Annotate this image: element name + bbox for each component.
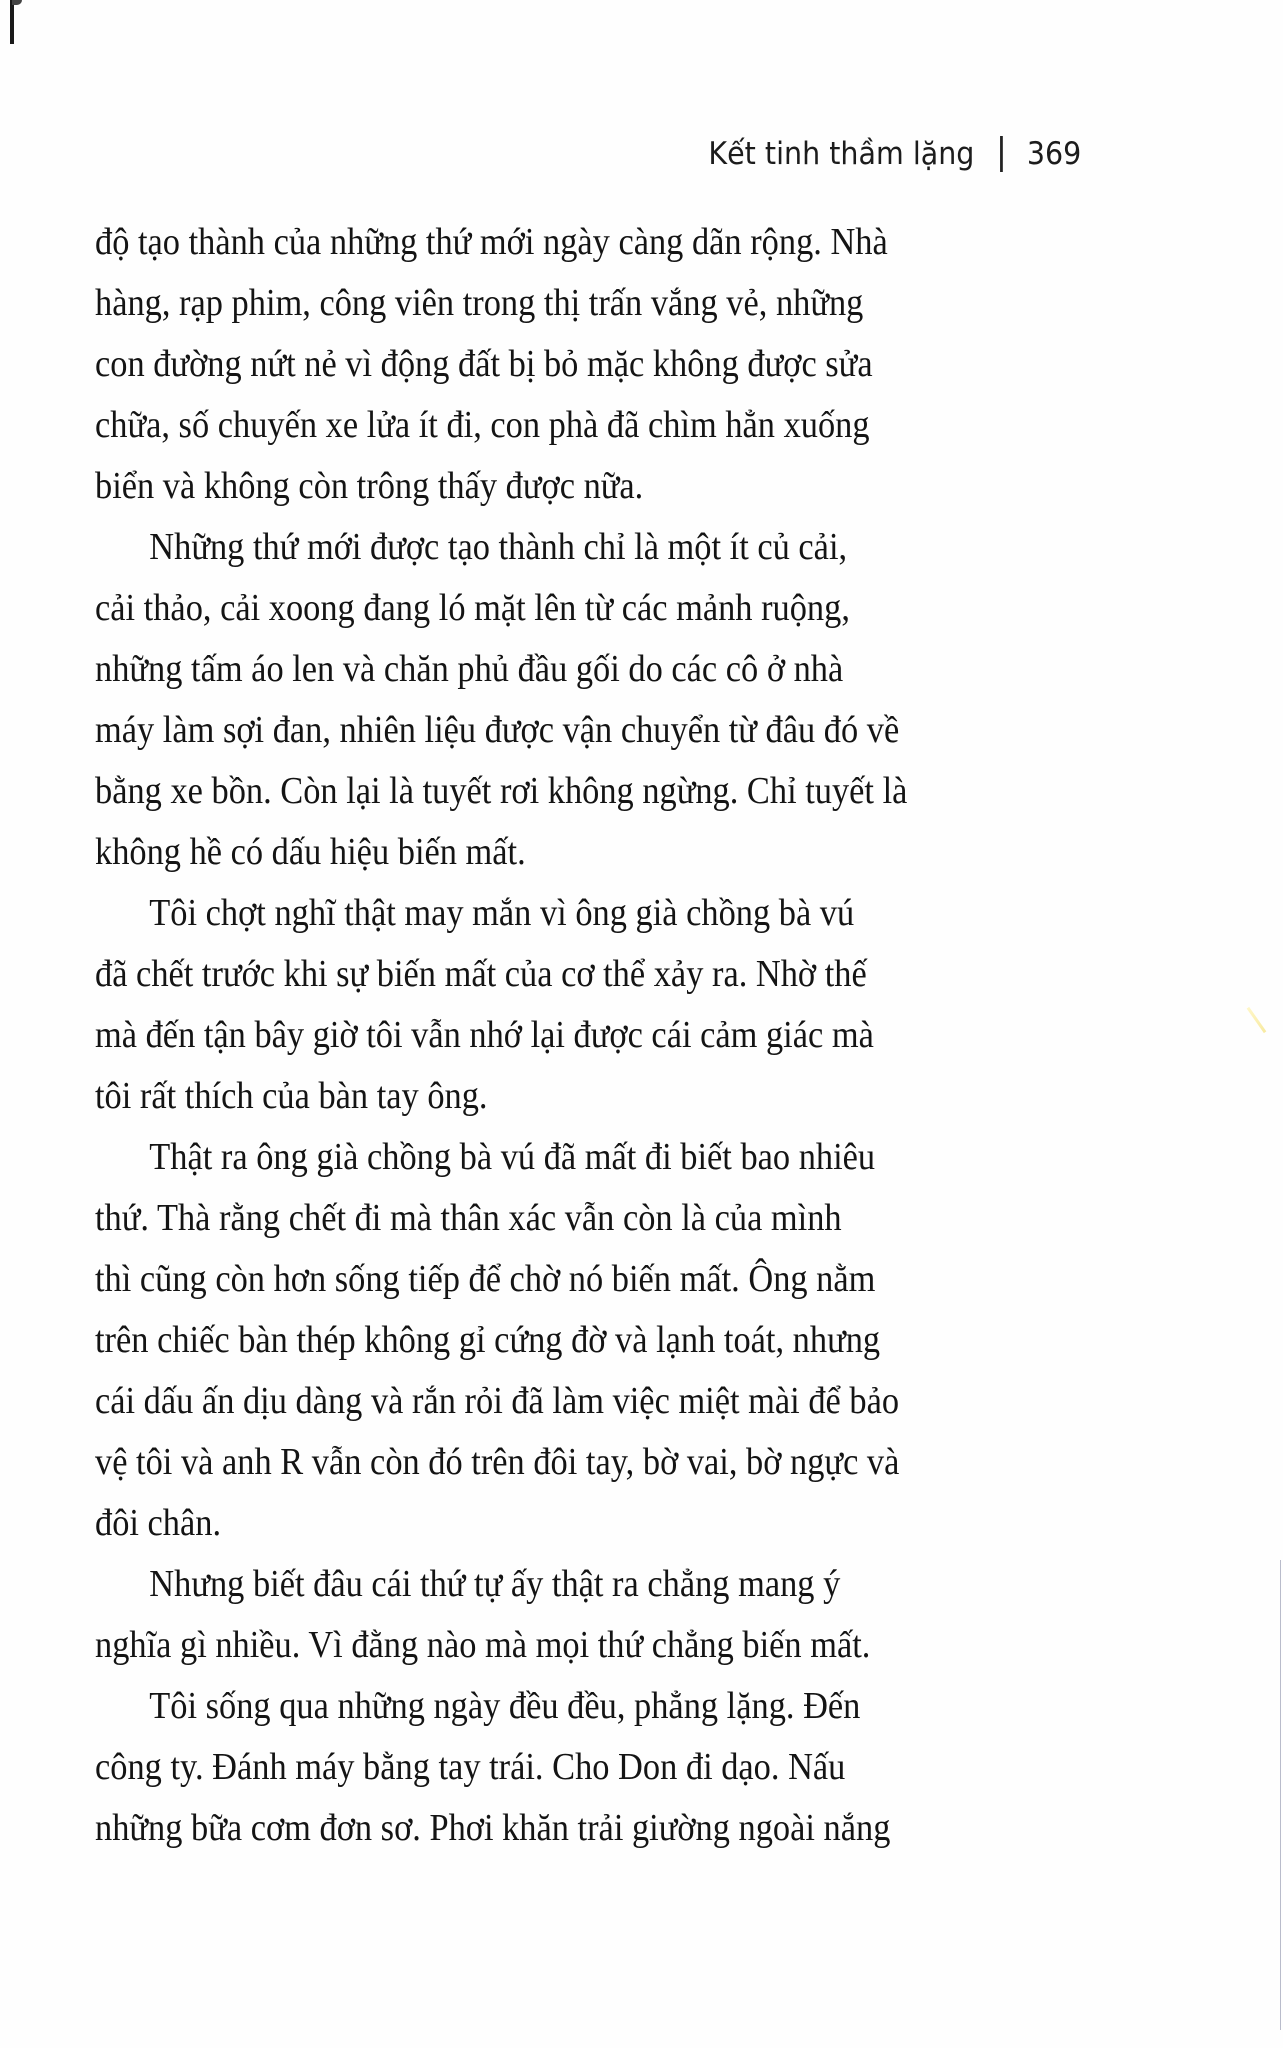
text-line: máy làm sợi đan, nhiên liệu được vận chuyển từ đâu đó về [95, 709, 900, 751]
text-line: những bữa cơm đơn sơ. Phơi khăn trải giường ngoài nắng [95, 1807, 891, 1849]
text-line: không hề có dấu hiệu biến mất. [95, 831, 526, 873]
text-line: Tôi chợt nghĩ thật may mắn vì ông già chồng bà vú [149, 892, 855, 934]
running-header [708, 136, 1081, 172]
text-line: nghĩa gì nhiều. Vì đằng nào mà mọi thứ chẳng biến mất. [95, 1624, 871, 1666]
page-edge-line [1280, 1560, 1281, 2030]
text-line: những tấm áo len và chăn phủ đầu gối do các cô ở nhà [95, 648, 844, 690]
text-line: cải thảo, cải xoong đang ló mặt lên từ các mảnh ruộng, [95, 587, 850, 629]
paper-stain [1247, 1007, 1267, 1033]
header-separator [1000, 136, 1003, 172]
text-line: mà đến tận bây giờ tôi vẫn nhớ lại được cái cảm giác mà [95, 1014, 874, 1056]
text-line: vệ tôi và anh R vẫn còn đó trên đôi tay, bờ vai, bờ ngực và [95, 1441, 900, 1483]
text-line: Những thứ mới được tạo thành chỉ là một ít củ cải, [149, 526, 848, 568]
page-body [95, 212, 1225, 1859]
text-line: con đường nứt nẻ vì động đất bị bỏ mặc không được sửa [95, 343, 873, 385]
page-corner-mark [10, 0, 14, 44]
text-line: độ tạo thành của những thứ mới ngày càng dãn rộng. Nhà [95, 221, 888, 263]
text-line: đôi chân. [95, 1502, 222, 1544]
text-line: tôi rất thích của bàn tay ông. [95, 1075, 488, 1117]
text-line: hàng, rạp phim, công viên trong thị trấn vắng vẻ, những [95, 282, 864, 324]
text-line: thì cũng còn hơn sống tiếp để chờ nó biến mất. Ông nằm [95, 1258, 876, 1300]
text-line: Tôi sống qua những ngày đều đều, phẳng lặng. Đến [149, 1685, 861, 1727]
text-line: Nhưng biết đâu cái thứ tự ấy thật ra chẳng mang ý [149, 1563, 841, 1605]
chapter-title: Kết tinh thầm lặng [708, 136, 975, 172]
text-line: thứ. Thà rằng chết đi mà thân xác vẫn còn là của mình [95, 1197, 842, 1239]
page-number: 369 [1026, 136, 1081, 172]
text-line: đã chết trước khi sự biến mất của cơ thể xảy ra. Nhờ thế [95, 953, 867, 995]
text-line: trên chiếc bàn thép không gỉ cứng đờ và lạnh toát, nhưng [95, 1319, 881, 1361]
text-line: chữa, số chuyến xe lửa ít đi, con phà đã chìm hẳn xuống [95, 404, 870, 446]
text-line: cái dấu ấn dịu dàng và rắn rỏi đã làm việc miệt mài để bảo [95, 1380, 900, 1422]
text-line: công ty. Đánh máy bằng tay trái. Cho Don đi dạo. Nấu [95, 1746, 846, 1788]
text-line: Thật ra ông già chồng bà vú đã mất đi biết bao nhiêu [149, 1136, 876, 1178]
text-line: bằng xe bồn. Còn lại là tuyết rơi không ngừng. Chỉ tuyết là [95, 770, 908, 812]
text-line: biển và không còn trông thấy được nữa. [95, 465, 644, 507]
